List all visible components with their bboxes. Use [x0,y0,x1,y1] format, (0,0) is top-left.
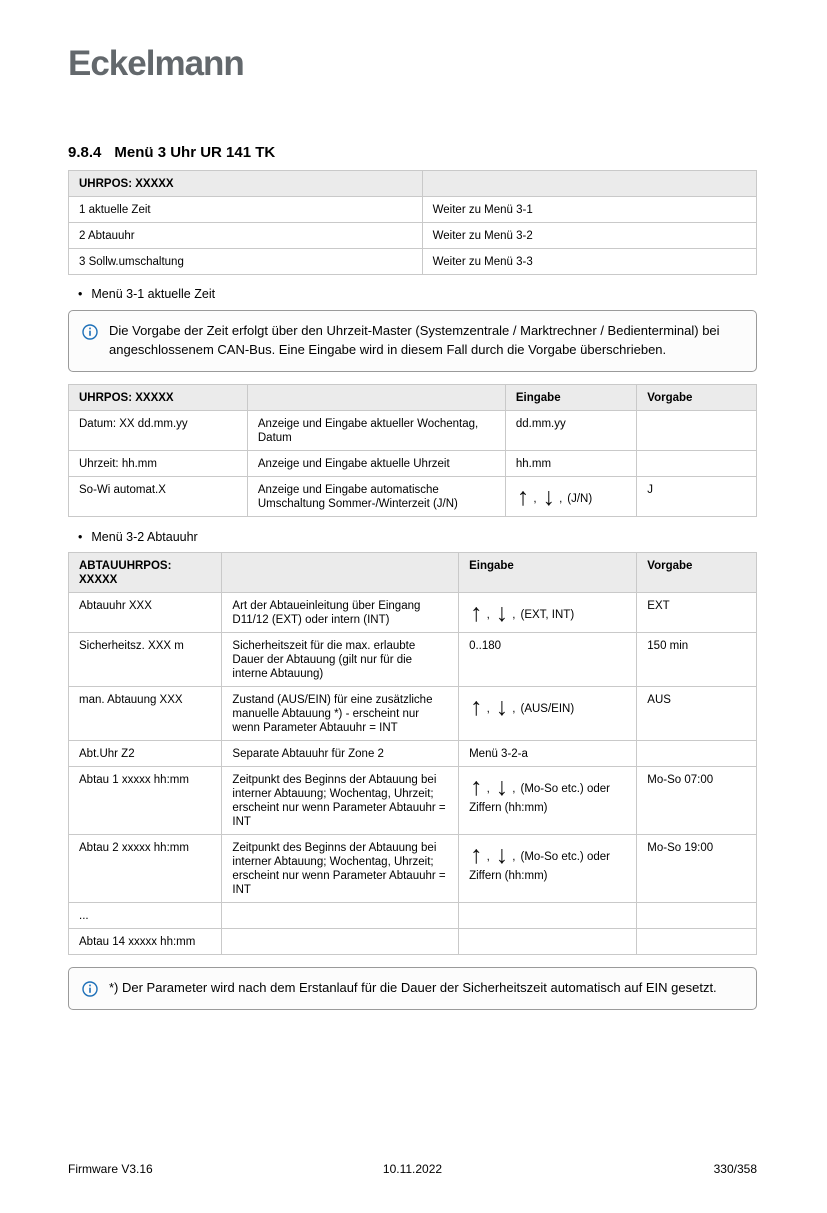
arrow-down-icon: ↓ [542,482,556,511]
cell-desc: Anzeige und Eingabe automatische Umschaltung Sommer-/Winterzeit (J/N) [247,476,505,516]
cell-vorgabe: AUS [637,686,757,740]
note-text: Die Vorgabe der Zeit erfolgt über den Uhrzeit-Master (Systemzentrale / Marktrechner / Bedienterminal) bei angeschlossenem CAN-Bus. Eine Eingabe wird in diesem Fall durch die Vorgabe überschrieben. [109,323,720,357]
cell-col1: Weiter zu Menü 3-2 [422,223,756,249]
section-title: Menü 3 Uhr UR 141 TK [114,144,276,161]
footer-page-number: 330/358 [713,1162,757,1176]
table-row [69,592,757,632]
comma-separator: , [512,851,516,864]
cell-vorgabe [637,741,757,767]
cell-desc: Anzeige und Eingabe aktueller Wochentag, Datum [247,410,505,450]
footnote-box [68,967,757,1010]
cell-desc [222,903,459,929]
table-header-row [69,552,757,592]
table-header-row [69,384,757,410]
bullet-label: • Menü 3-1 aktuelle Zeit [91,287,216,302]
menu-3-2-table [68,552,757,955]
cell-pos: Uhrzeit: hh.mm [69,450,248,476]
bullet-menu-3-1 [68,287,757,301]
cell-eingabe [459,903,637,929]
cell-pos: Abtauuhr XXX [69,592,222,632]
table-row [69,197,757,223]
table-row [69,767,757,835]
table-row [69,410,757,450]
comma-separator: , [512,783,516,796]
comma-separator: , [512,702,516,715]
comma-separator: , [512,608,516,621]
cell-vorgabe: J [637,476,757,516]
cell-vorgabe [637,929,757,955]
input-options: (AUS/EIN) [520,702,575,715]
info-icon [82,981,98,997]
footer-firmware: Firmware V3.16 [68,1162,153,1176]
footnote-text: *) Der Parameter wird nach dem Erstanlauf für die Dauer der Sicherheitszeit automatisch auf EIN gesetzt. [109,980,717,996]
footer-date: 10.11.2022 [382,1162,443,1176]
menu-3-1-table [68,384,757,517]
column-header [247,384,505,410]
section-heading [68,144,757,161]
arrow-down-icon: ↓ [495,598,509,627]
table-row [69,476,757,516]
comma-separator: , [486,783,490,796]
cell-eingabe: hh.mm [505,450,636,476]
cell-pos: So-Wi automat.X [69,476,248,516]
comma-separator: , [486,608,490,621]
input-options: (Mo-So etc.) oder Ziffern (hh:mm) [469,851,610,883]
cell-eingabe [459,592,637,632]
input-options: (J/N) [567,492,593,505]
comma-separator: , [486,851,490,864]
cell-desc: Zeitpunkt des Beginns der Abtauung bei interner Abtauung; Wochentag, Uhrzeit; erscheint nur wenn Parameter Abtauuhr = INT [222,767,459,835]
column-header: Vorgabe [637,552,757,592]
cell-vorgabe: EXT [637,592,757,632]
comma-separator: , [559,492,563,505]
cell-eingabe [459,929,637,955]
cell-vorgabe: Mo-So 07:00 [637,767,757,835]
cell-vorgabe: Mo-So 19:00 [637,835,757,903]
cell-desc: Separate Abtauuhr für Zone 2 [222,741,459,767]
column-header: UHRPOS: XXXXX [69,171,423,197]
bullet-menu-3-2 [68,530,757,544]
cell-vorgabe [637,903,757,929]
cell-pos: Abtau 2 xxxxx hh:mm [69,835,222,903]
page-footer [68,1162,757,1176]
table-row [69,903,757,929]
arrow-down-icon: ↓ [495,841,509,870]
cell-eingabe [459,686,637,740]
arrow-up-icon: ↑ [470,773,483,802]
cell-col1: Weiter zu Menü 3-1 [422,197,756,223]
cell-desc: Sicherheitszeit für die max. erlaubte Dauer der Abtauung (gilt nur für die interne Abtauung) [222,632,459,686]
arrow-up-icon: ↑ [470,841,483,870]
cell-vorgabe [637,410,757,450]
cell-pos: Sicherheitsz. XXX m [69,632,222,686]
arrow-down-icon: ↓ [495,773,509,802]
input-options: (EXT, INT) [520,608,575,621]
cell-pos: Abtau 1 xxxxx hh:mm [69,767,222,835]
comma-separator: , [533,492,537,505]
company-logo: Eckelmann [68,44,244,83]
cell-eingabe: dd.mm.yy [505,410,636,450]
table-row [69,929,757,955]
info-note-box [68,310,757,372]
arrow-up-icon: ↑ [470,598,483,627]
cell-col0: 1 aktuelle Zeit [69,197,423,223]
document-page [0,44,827,1010]
column-header: ABTAUUHRPOS: XXXXX [69,552,222,592]
arrow-up-icon: ↑ [470,692,483,721]
cell-eingabe [505,476,636,516]
table-row [69,249,757,275]
cell-desc: Zeitpunkt des Beginns der Abtauung bei interner Abtauung; Wochentag, Uhrzeit; erscheint nur wenn Parameter Abtauuhr = INT [222,835,459,903]
info-icon [82,324,98,340]
table-row [69,223,757,249]
cell-pos: Datum: XX dd.mm.yy [69,410,248,450]
menu-overview-table [68,170,757,275]
cell-pos: Abtau 14 xxxxx hh:mm [69,929,222,955]
comma-separator: , [486,702,490,715]
input-options: (Mo-So etc.) oder Ziffern (hh:mm) [469,783,610,815]
cell-vorgabe [637,450,757,476]
column-header: Eingabe [459,552,637,592]
cell-pos: ... [69,903,222,929]
cell-desc: Zustand (AUS/EIN) für eine zusätzliche manuelle Abtauung *) - erscheint nur wenn Parameter Abtauuhr = INT [222,686,459,740]
table-row [69,632,757,686]
section-number: 9.8.4 [68,144,102,161]
table-row [69,686,757,740]
cell-col0: 3 Sollw.umschaltung [69,249,423,275]
cell-vorgabe: 150 min [637,632,757,686]
cell-desc: Anzeige und Eingabe aktuelle Uhrzeit [247,450,505,476]
column-header [222,552,459,592]
table-header-row [69,171,757,197]
table-row [69,741,757,767]
table-row [69,450,757,476]
cell-desc: Art der Abtaueinleitung über Eingang D11/12 (EXT) oder intern (INT) [222,592,459,632]
cell-pos: man. Abtauung XXX [69,686,222,740]
cell-eingabe: Menü 3-2-a [459,741,637,767]
column-header: Eingabe [505,384,636,410]
cell-pos: Abt.Uhr Z2 [69,741,222,767]
bullet-label: • Menü 3-2 Abtauuhr [91,529,198,544]
arrow-down-icon: ↓ [495,692,509,721]
column-header [422,171,756,197]
cell-eingabe: 0..180 [459,632,637,686]
cell-eingabe [459,767,637,835]
arrow-up-icon: ↑ [516,482,530,511]
cell-col0: 2 Abtauuhr [69,223,423,249]
cell-desc [222,929,459,955]
column-header: Vorgabe [637,384,757,410]
column-header: UHRPOS: XXXXX [69,384,248,410]
cell-col1: Weiter zu Menü 3-3 [422,249,756,275]
cell-eingabe [459,835,637,903]
table-row [69,835,757,903]
